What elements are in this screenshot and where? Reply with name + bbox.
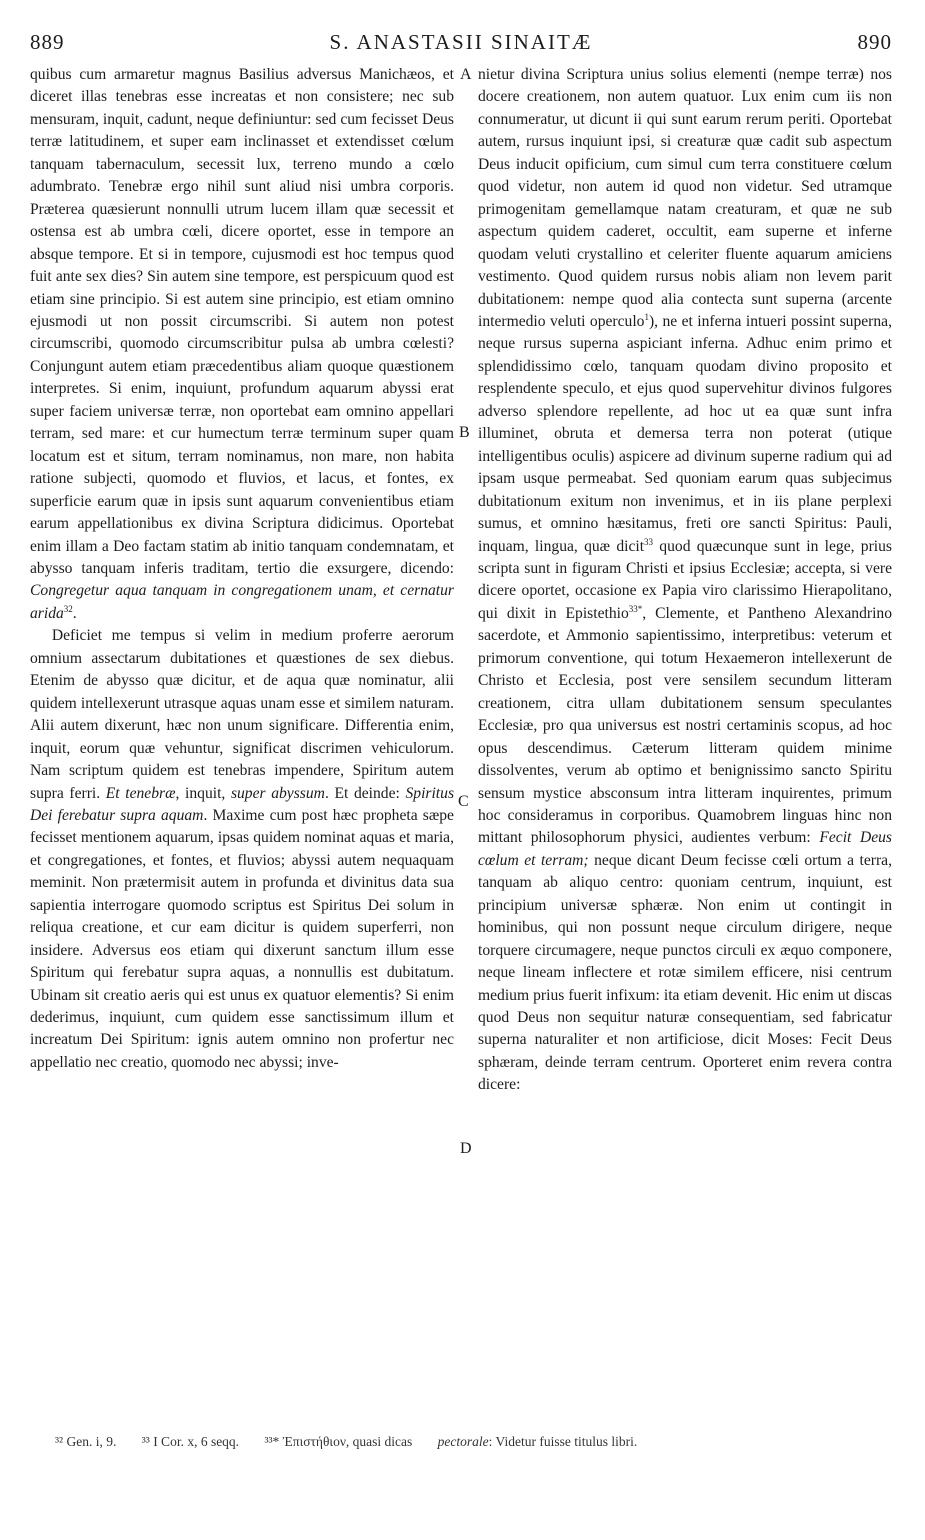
left-p2-text-a: Deficiet me tempus si velim in medium proferre aerorum omnium assectarum dubitationes et quæstiones de sex diebus. Etenim de abysso quæ dicitur, et de aqua quæ nominatur, alii quidem intellexerunt utrasque aquas unam esse et similem naturam. Alii autem dixerunt, hæc non unum significare. Differentia enim, inquit, eorum quæ vehuntur, significat discrimen vehiculorum. Nam scriptum quidem est tenebras impendere, Spiritum autem supra ferri. [30, 627, 454, 802]
right-p1-text-a: nietur divina Scriptura unius solius elementi (nempe terræ) nos docere creationem, non autem quatuor. Lux enim cum iis non connumeratur, ut dicunt ii qui sunt earum rerum periti. Oportebat autem, rursus inquiunt ipsi, si creaturæ quæ cadit sub aspectum Deus inducit opificium, cum simul cum terra constituere cœlum quod videtur, non autem id quod non videtur. Sed utramque primogenitam gemellamque natam creaturam, et quæ ne sub aspectum quidem caderet, occultit, eam superne et inferne quodam veluti crystallino et celeriter fluente aquarum amiciens vestimento. Quod quidem rursus nobis aliam non levem parit dubitationem: nempe quod alia contecta sunt superna (arcente intermedio veluti operculo [478, 66, 892, 330]
footnote-ref-33: 33 [644, 536, 654, 547]
running-header [30, 30, 892, 60]
right-p1-scripture-quote: Fecit Deus cœlum et terram; [478, 829, 892, 869]
left-p2-text-b: , inquit, [175, 784, 231, 802]
footnote-33: ³³ I Cor. x, 6 seqq. [141, 1434, 240, 1449]
footnote-33-star-text-a: ³³* Ἐπιστήθιον, quasi dicas [264, 1434, 416, 1449]
page-number-right: 890 [857, 30, 892, 54]
right-p1-text-c: quod quæcunque sunt in lege, prius scripta sunt in figuram Christi et ipsius Ecclesiæ; accepta, si vere dicere oportet, occasione ex Papia viro clarissimo Hierapolitano, qui dixit in Epistethio [478, 537, 892, 622]
left-p2-quote-1: Et tenebræ [105, 784, 176, 802]
left-p2-quote-2: super abyssum [230, 784, 325, 802]
left-p2-text-d: . Maxime cum post hæc propheta sæpe fecisset mentionem aquarum, ipsas quidem nominat aquas et maria, et congregationes, et fontes, et fluvios; abyssi autem nequaquam meminit. Non prætermisit autem in profunda et divinitus data sua sapientia interrogare quomodo scriptus est Spiritus Dei solum in reliqua creatione, et cur eam dicitur is quidem superferri, non insidere. Adversus eos etiam qui dixerunt sanctum illum esse Spiritum qui ferebatur supra aquas, a nonnullis est dubitatum. Ubinam sit creatio aeris qui est unus ex quatuor elementis? Si enim dederimus, inquiunt, cum quidem esse sanctissimum illum et increatum Dei Spiritum: ignis autem omnino non profertur nec appellatio nec creatio, quomodo nec abyssi; inve- [30, 806, 454, 1071]
footnote-33-star-text-b: : Videtur fuisse titulus libri. [488, 1434, 638, 1449]
margin-mark-d: D [460, 1140, 472, 1157]
footnotes [55, 1434, 895, 1450]
left-paragraph-2 [30, 625, 454, 1074]
footnote-33-star [264, 1434, 659, 1449]
margin-mark-b: B [459, 424, 470, 441]
left-p1-scripture-quote: Congregetur aqua tanquam in congregationem unam, et cernatur arida [30, 582, 454, 622]
left-p1-end: . [72, 604, 77, 622]
footnote-32: ³² Gen. i, 9. [55, 1434, 117, 1449]
page-number-left: 889 [30, 30, 65, 54]
footnote-ref-33-star: 33* [628, 603, 643, 614]
footnote-33-star-italic: pectorale [437, 1434, 489, 1449]
footnote-ref-1: 1 [644, 311, 649, 322]
running-title: S. ANASTASII SINAITÆ [329, 30, 593, 54]
left-p2-quote-3: Spiritus Dei ferebatur supra aquam [30, 784, 455, 824]
right-p1-text-d: , Clemente, et Pantheno Alexandrino sacerdote, et Ammonio sapientissimo, interpretibus: veterum et primorum conventione, qui totum Hexaemeron intellexerunt de Christo et Ecclesia, post vere sensilem secundum litteram creationem, citra ullam dubitationem sensum speculantes Ecclesiæ, pro qua universus est nostri certaminis scopus, ad hoc opus descendimus. Cæterum litteram quidem minime dissolventes, verum ab optimo et benignissimo sancto Spiritu sensum mystice absconsum intra litteram inquirentes, primum hoc consideramus in corporibus. Quamobrem linguas hinc non mittant philosophorum physici, audientes verbum: [478, 604, 892, 847]
right-p1-text-e: neque dicant Deum fecisse cœli ortum a terra, tanquam ab aliquo centro: quoniam centrum, inquiunt, est principium universæ sphæræ. Non enim ut contingit in hominibus, qui non possunt neque circulum dirigere, neque torquere circumagere, neque punctos circuli ex æquo componere, neque lineam inflectere et rotæ similem efficere, nisi centrum medium prius fuerit infixum: ita etiam devenit. Hic enim ut discas quod Deus non sequitur naturæ consequentiam, sed fabricatur superna naturaliter et non artificiose, dicit Moses: Fecit Deus sphæram, deinde terram centrum. Oporteret enim revera contra dicere: [478, 851, 892, 1094]
left-p2-text-c: . Et deinde: [324, 784, 406, 802]
left-column [30, 64, 454, 1074]
margin-mark-c: C [458, 793, 469, 810]
left-paragraph-1 [30, 64, 454, 625]
right-column [478, 64, 892, 1097]
left-p1-text: quibus cum armaretur magnus Basilius adversus Manichæos, et diceret illas tenebras esse increatas et non consistere; nec sub mensuram, inquit, cadunt, neque definiuntur: sed cum fecisset Deus terræ latitudinem, et super eam inclinasset et extendisset cœlum tanquam tabernaculum, secessit lux, terreno mundo a cœlo adumbrato. Tenebræ ergo nihil sunt aliud nisi umbra corporis. Præterea quæsierunt nonnulli utrum lucem illam quæ secessit et ostensa est ab umbra cœli, dicere oportet, esse in tempore an absque tempore. Et si in tempore, cujusmodi est hoc tempus quod fuit ante sex dies? Sin autem sine tempore, est perspicuum quod est etiam sine principio. Si est autem sine principio, est etiam omnino ejusmodi ut non possit circumscribi. Si autem non potest circumscribi, quomodo circumscribitur pulsa ab umbra cœlesti? Conjungunt autem etiam præcedentibus aliam quoque quæstionem interpretes. Si enim, inquiunt, profundum aquarum abyssi erat super faciem universæ terræ, non oportebat eam omnino appellari terram, sed mare: et cur humectum terræ terminum super quam locatum est et situm, terram nominamus, non mare, non habita ratione subjecti, quomodo et fluvios, et lacus, et fontes, ex superficie earum quæ in ipsis sunt aquarum convenientibus etiam earum appellationibus ex divina Scriptura didicimus. Oportebat enim illam a Deo factam statim ab initio tanquam condemnatam, et abysso tanquam inferis traditam, tertio die exsurgere, dicendo: [30, 66, 454, 577]
footnote-ref-32: 32 [63, 603, 73, 614]
right-p1-text-b: ), ne et inferna intueri possint superna, neque rursus superna aspiciant inferna. Adhuc enim primo et splendidissimo cœlo, tanquam quodam divino proposito et resplendente speculo, et ejus quod supervehitur divinos fulgores adverso splendore repellente, ad hoc ut ea quæ sunt infra illuminet, obruta et demersa terra non poterat (utique intelligentibus oculis) aspicere ad divinum superne radium qui ad ipsam usque permeabat. Sed quoniam earum quas subjecimus dubitationum exitum non invenimus, et in iis plane perplexi sumus, et omnino hæsitamus, freti ore sancti Spiritus: Pauli, inquam, lingua, quæ dicit [478, 312, 892, 555]
right-paragraph-1 [478, 64, 892, 1097]
margin-mark-a: A [460, 66, 472, 83]
